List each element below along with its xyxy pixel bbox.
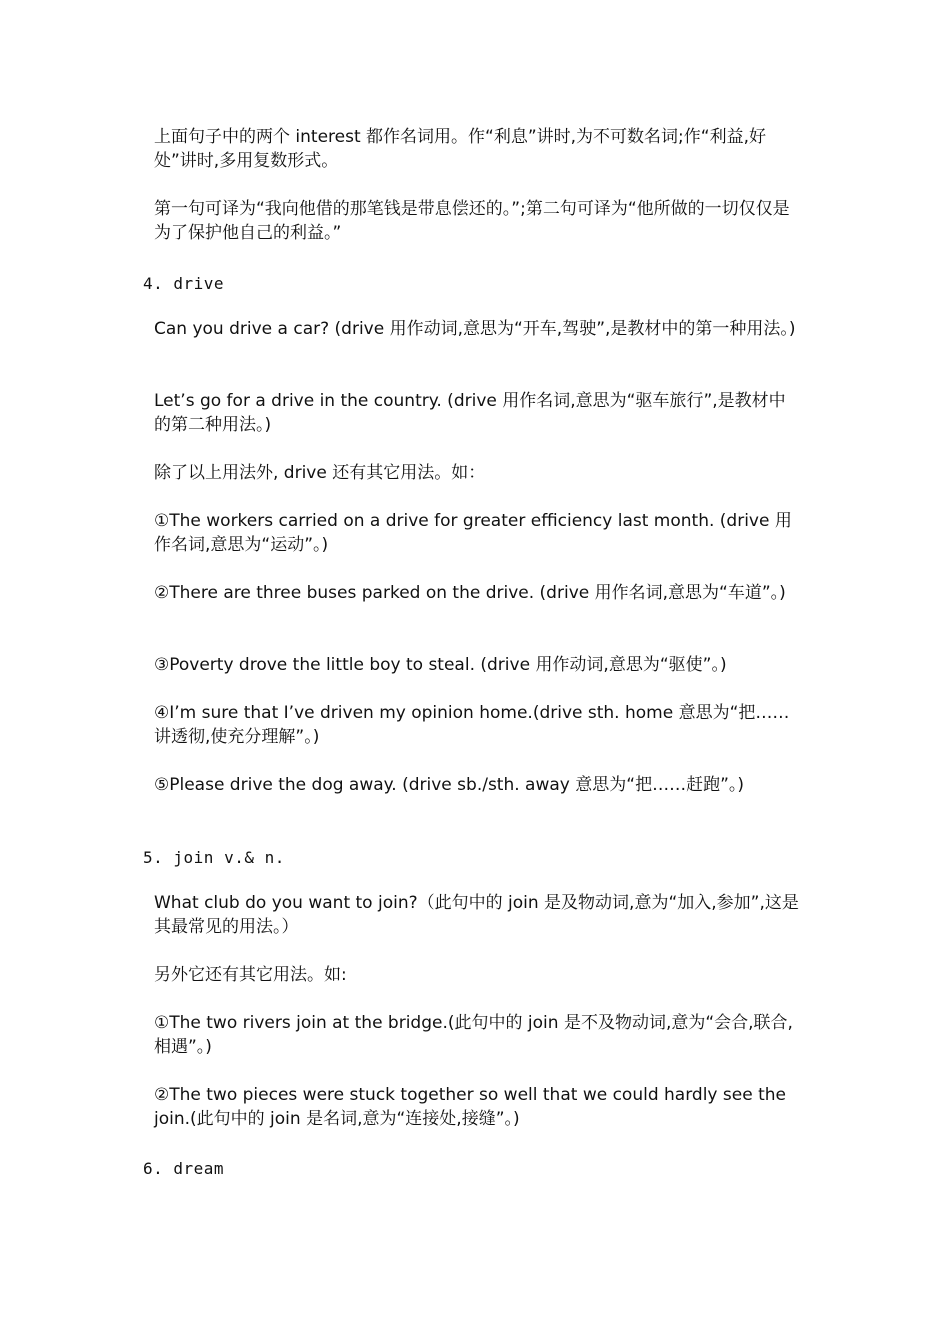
paragraph-drive-noun: Let’s go for a drive in the country. (drive 用作名词,意思为“驱车旅行”,是教材中的第二种用法。) — [154, 391, 786, 435]
section-heading-join: 5. join v.& n. — [143, 848, 285, 867]
paragraph-drive-other: 除了以上用法外, drive 还有其它用法。如： — [154, 463, 486, 483]
example-drive-1: ①The workers carried on a drive for greater efficiency last month. (drive 用作名词,意思为“运动”。) — [154, 511, 792, 555]
example-join-1: ①The two rivers join at the bridge.(此句中的 join 是不及物动词,意为“会合,联合,相遇”。) — [154, 1013, 793, 1057]
paragraph-interest-translation: 第一句可译为“我向他借的那笔钱是带息偿还的。”;第二句可译为“他所做的一切仅仅是为了保护他自己的利益。” — [154, 199, 790, 243]
section-heading-dream: 6. dream — [143, 1159, 225, 1178]
paragraph-interest-usage: 上面句子中的两个 interest 都作名词用。作“利息”讲时,为不可数名词;作“利益,好处”讲时,多用复数形式。 — [154, 127, 766, 171]
paragraph-drive-verb: Can you drive a car? (drive 用作动词,意思为“开车,驾驶”,是教材中的第一种用法。) — [154, 319, 796, 339]
example-drive-5: ⑤Please drive the dog away. (drive sb./sth. away 意思为“把……赶跑”。) — [154, 775, 745, 795]
example-drive-4: ④I’m sure that I’ve driven my opinion home.(drive sth. home 意思为“把……讲透彻,使充分理解”。) — [154, 703, 790, 747]
paragraph-join-other: 另外它还有其它用法。如: — [154, 965, 347, 985]
section-heading-drive: 4. drive — [143, 274, 225, 293]
example-join-2: ②The two pieces were stuck together so well that we could hardly see the join.(此句中的 join 是名词,意为“连接处,接缝”。) — [154, 1085, 786, 1129]
example-drive-3: ③Poverty drove the little boy to steal. (drive 用作动词,意思为“驱使”。) — [154, 655, 727, 675]
paragraph-join-transitive: What club do you want to join?（此句中的 join 是及物动词,意为“加入,参加”,这是其最常见的用法。） — [154, 893, 799, 937]
example-drive-2: ②There are three buses parked on the drive. (drive 用作名词,意思为“车道”。) — [154, 583, 786, 603]
